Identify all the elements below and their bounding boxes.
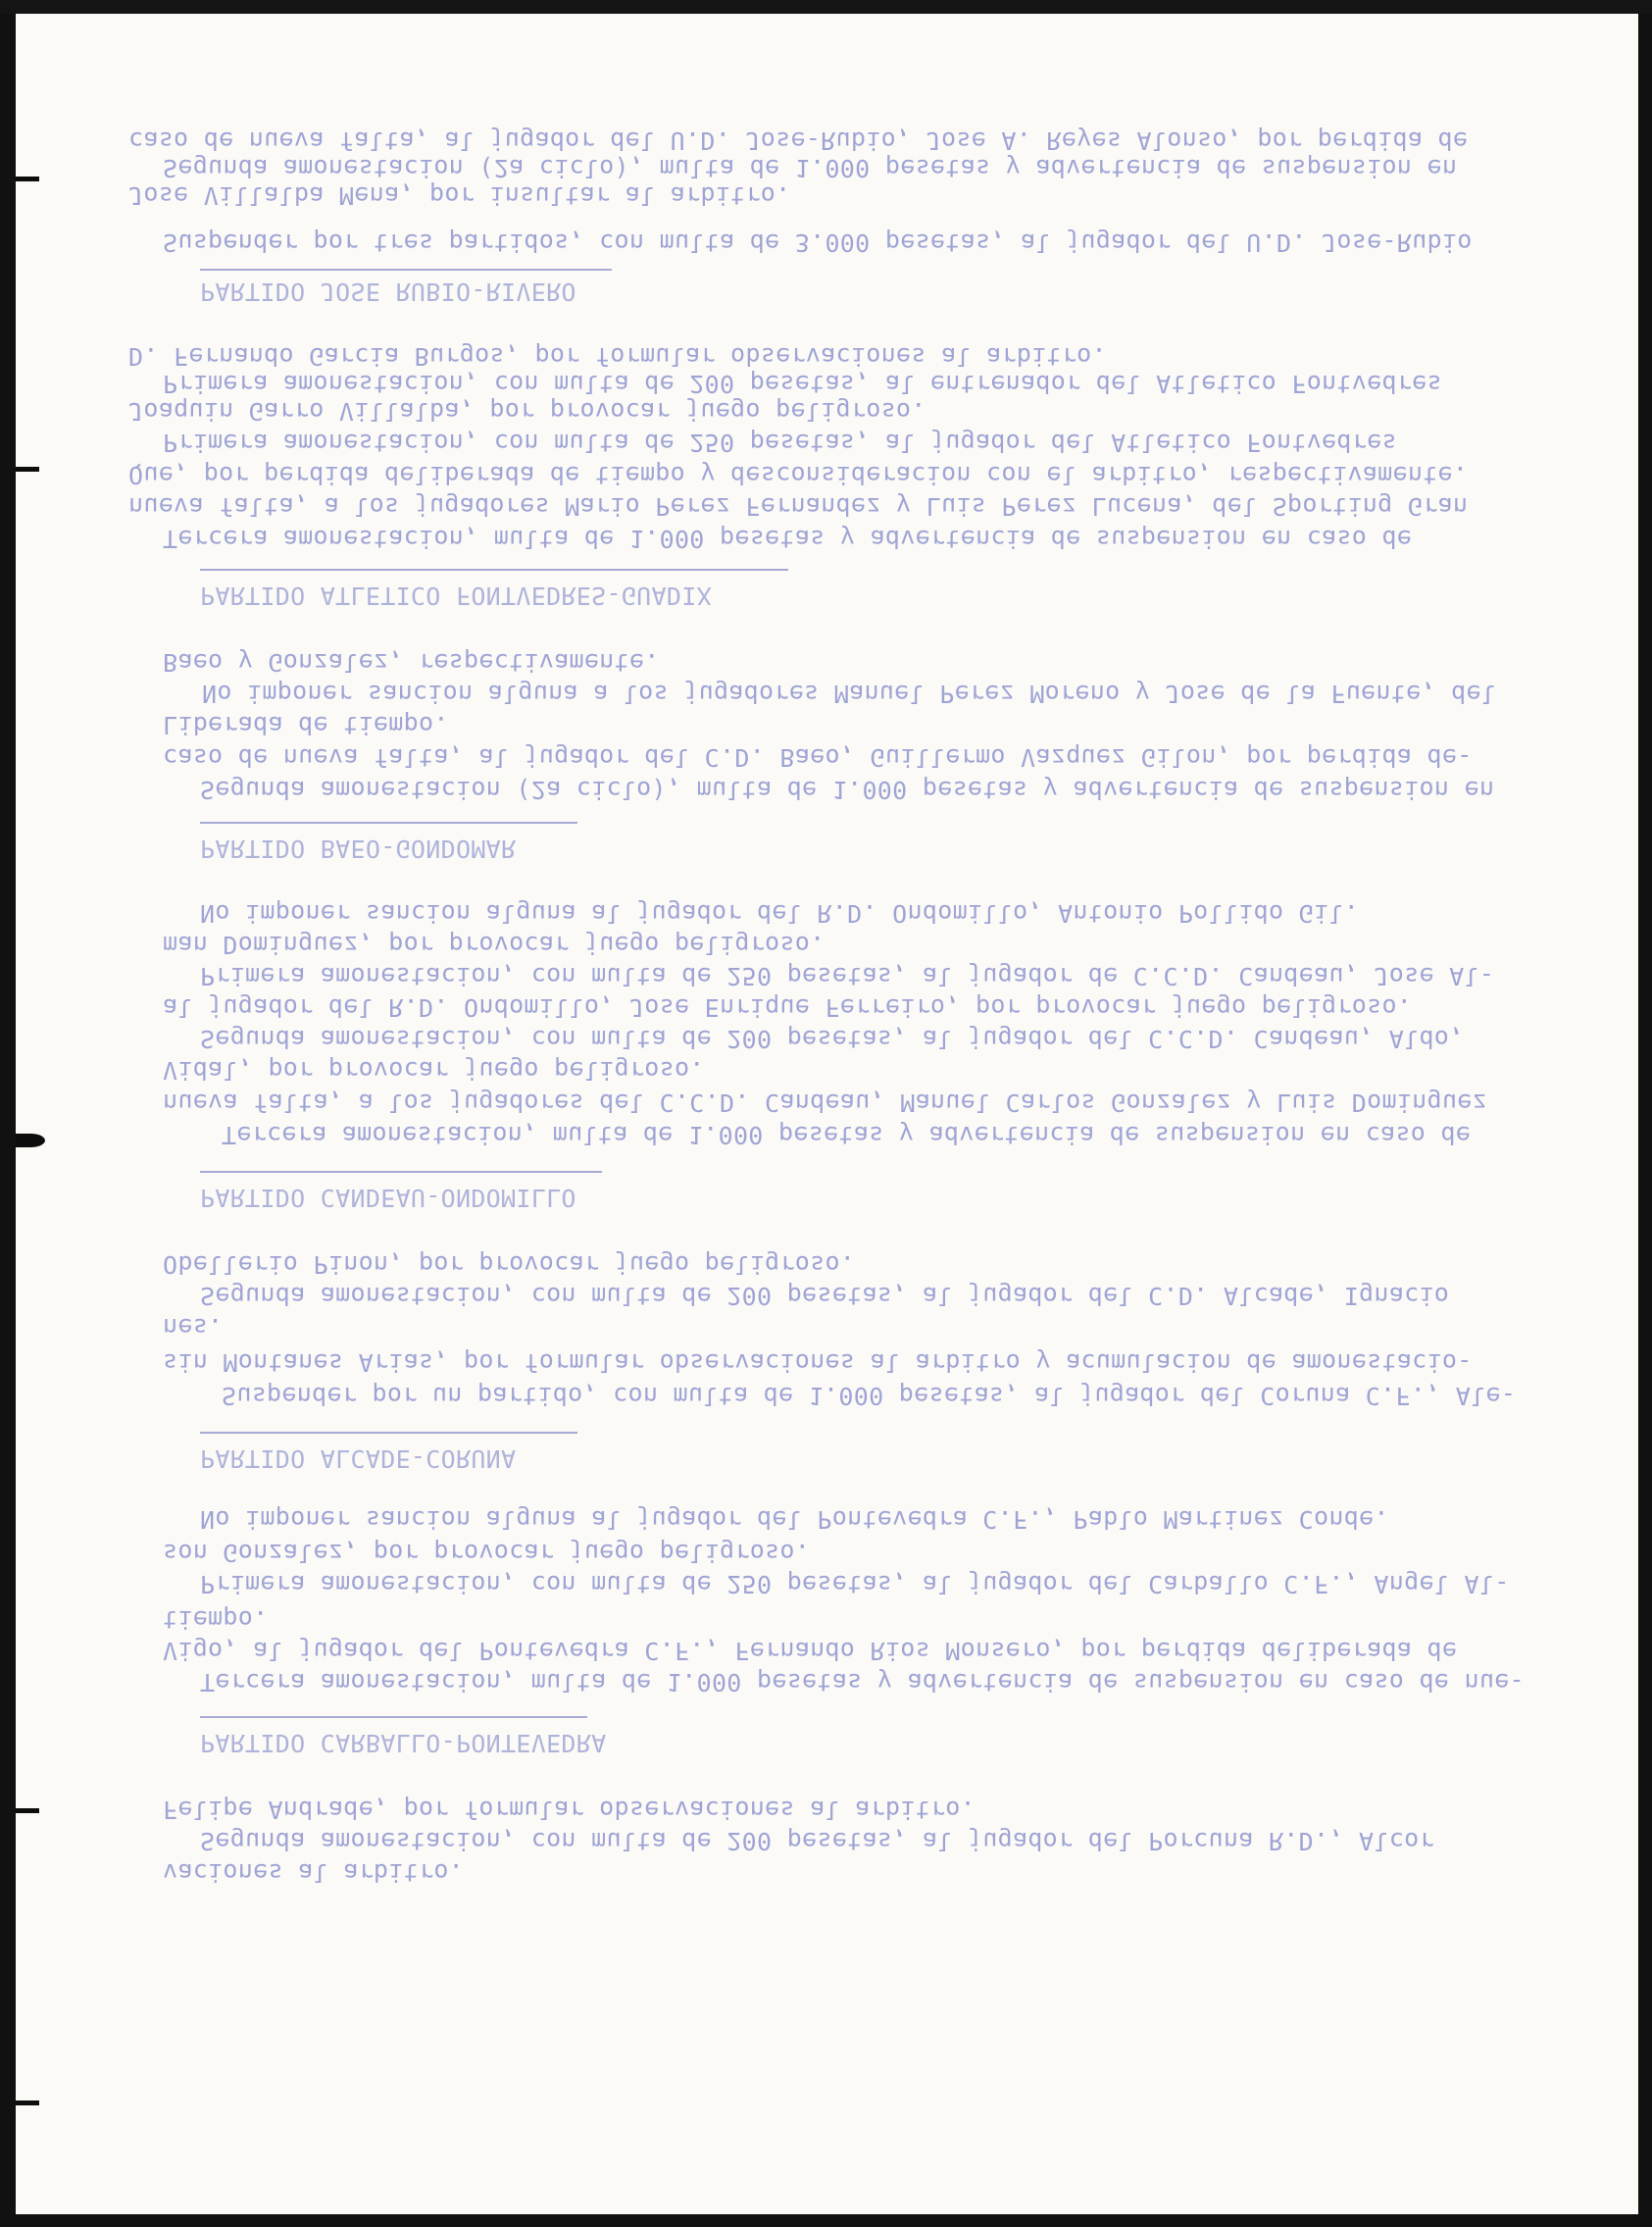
- text-line: man Dominguez, por provocar juego peligroso.: [163, 931, 826, 959]
- text-line: Jose Villalba Mena, por insultar al arbitro.: [128, 181, 791, 210]
- text-line: No imponer sancion alguna al jugador del Pontevedra C.F., Pablo Martinez Conde.: [200, 1505, 1389, 1534]
- heading-underline: [200, 1171, 602, 1173]
- text-line: Primera amonestacion, con multa de 200 pesetas, al entrenador del Atletico Fontvedres: [163, 370, 1442, 398]
- text-line: Primera amonestacion, con multa de 250 pesetas, al jugador de C.C.D. Candeau, Jose Al-: [200, 962, 1495, 990]
- text-line: D. Fernando Garcia Burgos, por formular observaciones al arbitro.: [128, 342, 1107, 371]
- section-heading: PARTIDO ATLETICO FONTVEDRES-GUADIX: [200, 582, 712, 610]
- text-line: Tercera amonestacion, multa de 1.000 pesetas y advertencia de suspension en caso de nue-: [200, 1668, 1525, 1696]
- text-line: No imponer sancion alguna a los jugadores Manuel Perez Moreno y Jose de la Fuente, del: [202, 680, 1497, 708]
- section-heading: PARTIDO ALCADE-CORUNA: [200, 1444, 517, 1473]
- section-heading: PARTIDO CARBALLO-PONTEVEDRA: [200, 1729, 607, 1757]
- text-line: Segunda amonestacion, con multa de 200 pesetas, al jugador del C.C.D. Candeau, Aldo,: [200, 1025, 1465, 1053]
- text-line: Tercera amonestacion, multa de 1.000 pesetas y advertencia de suspension en caso de: [163, 525, 1413, 553]
- text-line: No imponer sancion alguna al jugador del R.D. Ondomillo, Antonio Pollido Gil.: [200, 899, 1360, 928]
- text-line: nueva falta, a los jugadores Mario Perez Fernandez y Luis Perez Lucena, del Sporting Gran: [128, 492, 1469, 521]
- heading-underline: [200, 569, 788, 571]
- text-line: nes.: [163, 1313, 224, 1341]
- text-line: Segunda amonestacion, con multa de 200 pesetas, al jugador del C.D. Alcade, Ignacio: [200, 1282, 1450, 1310]
- text-line: Vigo, al jugador del Pontevedra C.F., Fernando Rios Monsero, por perdida deliberada de: [163, 1637, 1458, 1665]
- text-line: Primera amonestacion, con multa de 250 pesetas, al jugador del Carballo C.F., Angel Al-: [200, 1570, 1510, 1598]
- document-page: [16, 14, 1638, 2214]
- text-line: Felipe Andrade, por formular observaciones al arbitro.: [163, 1796, 976, 1824]
- text-line: sin Montanes Arias, por formular observaciones al arbitro y acumulacion de amonestacio-: [163, 1348, 1473, 1377]
- binder-mark: [16, 1134, 45, 1147]
- text-line: Segunda amonestacion, con multa de 200 pesetas, al jugador del Porcuna R.D., Alcor: [200, 1827, 1434, 1855]
- text-line: Que, por perdida deliberada de tiempo y desconsideracion con el arbitro, respectivamente.: [128, 461, 1469, 489]
- heading-underline: [200, 269, 612, 271]
- text-line: Vidal, por provocar juego peligroso.: [163, 1056, 705, 1085]
- heading-underline: [200, 1432, 577, 1434]
- text-line: Obellerio Pinon, por provocar juego peligroso.: [163, 1250, 856, 1279]
- text-line: Suspender por un partido, con multa de 1.000 pesetas, al jugador del Coruna C.F., Ale-: [222, 1382, 1517, 1410]
- section-heading: PARTIDO CANDEAU-ONDOMILLO: [200, 1184, 576, 1212]
- text-line: Baeo y Gonzalez, respectivamente.: [163, 648, 660, 677]
- section-heading: PARTIDO BAEO-GONDOMAR: [200, 835, 517, 863]
- text-line: tiempo.: [163, 1605, 269, 1634]
- scan-corner-shadow: [0, 0, 1652, 14]
- text-line: vaciones al arbitro.: [163, 1858, 465, 1887]
- section-heading: PARTIDO JOSE RUBIO-RIVERO: [200, 278, 576, 306]
- text-line: Joaquin Garro Villalba, por provocar juego peligroso.: [128, 397, 926, 426]
- binder-mark: [16, 467, 39, 472]
- text-line: Liberada de tiempo.: [163, 711, 449, 739]
- binder-mark: [16, 177, 39, 181]
- heading-underline: [200, 1716, 587, 1718]
- text-line: al jugador del R.D. Ondomillo, Jose Enrique Ferreiro, por provocar juego peligroso.: [163, 993, 1413, 1022]
- binder-mark: [16, 2100, 39, 2105]
- heading-underline: [200, 822, 577, 824]
- text-line: Segunda amonestacion (2a ciclo), multa de 1.000 pesetas y advertencia de suspension en: [200, 776, 1495, 804]
- text-line: caso de nueva falta, al jugador del C.D. Baeo, Guillermo Vazquez Gilon, por perdida de-: [163, 743, 1473, 772]
- text-line: Suspender por tres partidos, con multa de 3.000 pesetas, al jugador del U.D. Jose-Rubio: [163, 228, 1473, 257]
- text-line: nueva falta, a los jugadores del C.C.D. Candeau, Manuel Carlos Gonzalez y Luis Dominguez: [163, 1088, 1487, 1117]
- binder-mark: [16, 1808, 39, 1813]
- text-line: Primera amonestacion, con multa de 250 pesetas, al jugador del Atletico Fontvedres: [163, 429, 1397, 457]
- text-line: Tercera amonestacion, multa de 1.000 pesetas y advertencia de suspension en caso de: [222, 1121, 1472, 1149]
- text-line: caso de nueva falta, al jugador del U.D. Jose-Rubio, Jose A. Reyes Alonso, por perdida de: [128, 127, 1469, 155]
- text-line: Segunda amonestacion (2a ciclo), multa de 1.000 pesetas y advertencia de suspension en: [163, 154, 1458, 182]
- text-line: son Gonzalez, por provocar juego peligroso.: [163, 1539, 811, 1567]
